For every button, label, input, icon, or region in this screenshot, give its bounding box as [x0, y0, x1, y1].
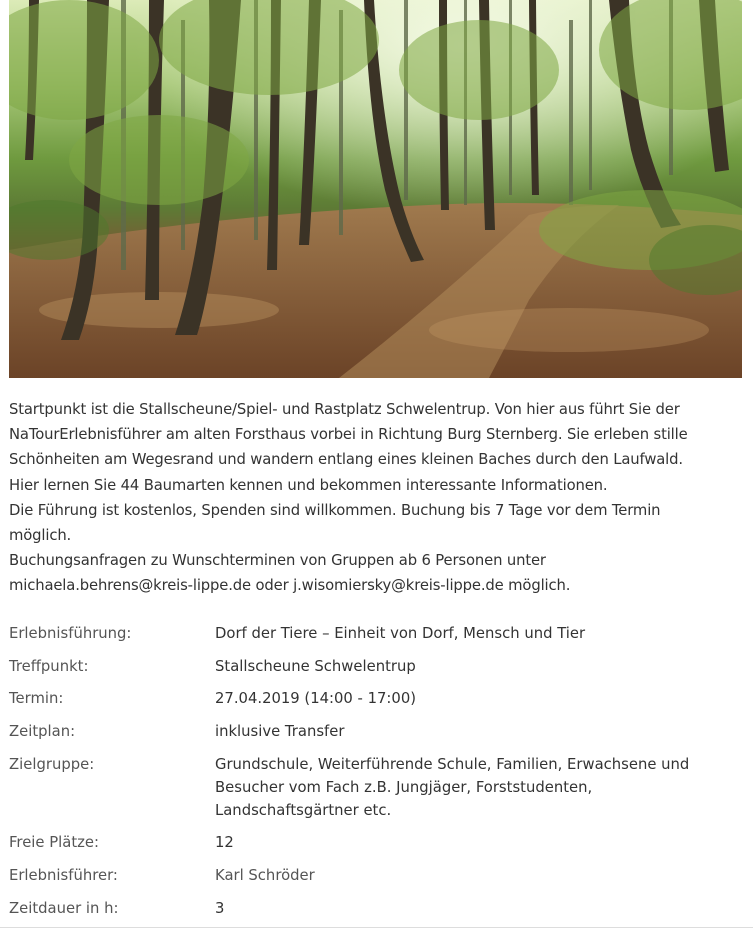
detail-label: Zielgruppe:: [9, 755, 95, 773]
detail-label: Zeitdauer in h:: [9, 899, 119, 917]
description-line: möglich.: [9, 527, 72, 545]
detail-value: Karl Schröder: [215, 866, 315, 884]
detail-row-zielgruppe: [9, 753, 744, 831]
description-line: Schönheiten am Wegesrand und wandern entlang eines kleinen Baches durch den Laufwald.: [9, 451, 683, 469]
description-line: Hier lernen Sie 44 Baumarten kennen und bekommen interessante Informationen.: [9, 476, 608, 494]
detail-label: Zeitplan:: [9, 723, 76, 740]
bottom-divider: [0, 927, 753, 928]
detail-label: Termin:: [9, 690, 64, 707]
detail-row-treffpunkt: [9, 655, 744, 688]
description-line: Die Führung ist kostenlos, Spenden sind willkommen. Buchung bis 7 Tage vor dem Termin: [9, 501, 661, 519]
detail-value: inklusive Transfer: [215, 723, 345, 740]
detail-row-freie-plaetze: [9, 831, 744, 864]
detail-value: Grundschule, Weiterführende Schule, Familien, Erwachsene und Besucher vom Fach z.B. Jungjäger, Forststudenten, Landschaftsgärtner etc.: [215, 755, 690, 819]
description-line: michaela.behrens@kreis-lippe.de oder j.wisomiersky@kreis-lippe.de möglich.: [9, 577, 571, 595]
detail-value: 12: [215, 833, 234, 851]
detail-row-termin: [9, 687, 744, 720]
detail-row-erlebnisfuehrung: [9, 622, 744, 655]
tour-details: [9, 622, 744, 930]
detail-row-zeitdauer: [9, 897, 744, 930]
detail-value: 3: [215, 899, 225, 917]
detail-row-erlebnisfuehrer: [9, 864, 744, 897]
detail-label: Erlebnisführer:: [9, 866, 118, 884]
detail-label: Erlebnisführung:: [9, 625, 132, 642]
tour-description: [9, 397, 739, 599]
detail-label: Treffpunkt:: [9, 657, 89, 675]
detail-value: 27.04.2019 (14:00 - 17:00): [215, 690, 417, 707]
detail-label: Freie Plätze:: [9, 833, 99, 851]
description-line: NaTourErlebnisführer am alten Forsthaus vorbei in Richtung Burg Sternberg. Sie erleben stille: [9, 426, 688, 444]
description-line: Buchungsanfragen zu Wunschterminen von Gruppen ab 6 Personen unter: [9, 552, 546, 570]
detail-value: Dorf der Tiere – Einheit von Dorf, Mensch und Tier: [215, 625, 586, 642]
forest-photo: [9, 0, 742, 378]
description-line: Startpunkt ist die Stallscheune/Spiel- und Rastplatz Schwelentrup. Von hier aus führt Sie der: [9, 401, 680, 418]
detail-row-zeitplan: [9, 720, 744, 753]
detail-value: Stallscheune Schwelentrup: [215, 657, 416, 675]
